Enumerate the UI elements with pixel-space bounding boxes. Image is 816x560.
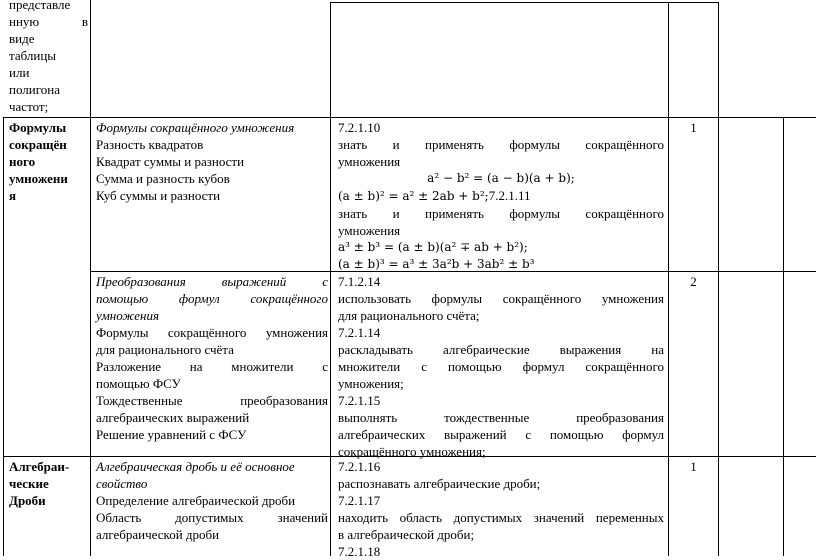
content-title-line: Алгебраическая дробь и её основное (96, 459, 295, 474)
objective-text: алгебраических выражений с помощью формул (338, 427, 664, 442)
topic-line: умножени (9, 171, 68, 186)
row1-content-cell (96, 119, 328, 204)
content-item: Куб суммы и разности (96, 188, 221, 203)
objective-text: находить область допустимых значений переменных (338, 510, 664, 525)
row3-hours-cell (669, 458, 718, 475)
row1-objectives-cell (338, 119, 664, 273)
topic-line: полигона (9, 82, 60, 97)
topic-line: представле (9, 0, 71, 12)
objective-code: 7.2.1.15 (338, 393, 381, 408)
topic-line: ческие (9, 476, 49, 491)
content-item: Разложение на множители с (96, 359, 328, 374)
content-item: Сумма и разность кубов (96, 171, 230, 186)
objective-text: раскладывать алгебраические выражения на (338, 342, 664, 357)
hours-value: 2 (690, 274, 697, 289)
row3-content-cell (96, 458, 328, 543)
objective-text: сокращённого умножения; (338, 444, 486, 459)
objective-text: выполнять тождественные преобразования (338, 410, 664, 425)
objective-code: 7.2.1.11 (488, 188, 531, 203)
objective-text: знать и применять формулы сокращённого (338, 137, 664, 152)
content-item: для рационального счёта (96, 342, 234, 357)
content-title-line: Преобразования выражений с (96, 274, 328, 289)
objective-text: умножения (338, 223, 401, 238)
content-item: помощью ФСУ (96, 376, 181, 391)
row2-content-cell (96, 273, 328, 443)
content-item: Формулы сокращённого умножения (96, 325, 328, 340)
objective-text: умножения (338, 154, 401, 169)
hours-value: 1 (690, 120, 697, 135)
content-item: Решение уравнений с ФСУ (96, 427, 247, 442)
objective-text: в алгебраической дроби; (338, 527, 475, 542)
objective-code: 7.2.1.16 (338, 459, 381, 474)
row0-topic-cell (9, 0, 88, 115)
formula-difference-of-squares: a² − b² = (a − b)(a + b); (427, 171, 575, 185)
row1-topic-cell (9, 119, 88, 204)
topic-line: я (9, 188, 17, 203)
formula-square-line (338, 187, 664, 205)
content-item: Определение алгебраической дроби (96, 493, 296, 508)
row2-hours-cell (669, 273, 718, 290)
topic-line: Алгебраи- (9, 459, 70, 474)
row1-hours-cell (669, 119, 718, 136)
content-item: алгебраических выражений (96, 410, 250, 425)
topic-line: ного (9, 154, 36, 169)
content-title-line: умножения (96, 308, 160, 323)
formula-sum-of-cubes: a³ ± b³ = (a ± b)(a² ∓ ab + b²); (338, 240, 528, 254)
objective-code: 7.2.1.14 (338, 325, 381, 340)
content-item: Разность квадратов (96, 137, 204, 152)
formula-cube-of-sum: (a ± b)³ = a³ ± 3a²b + 3ab² ± b³ (338, 257, 535, 271)
topic-line: Формулы (9, 120, 67, 135)
hours-value: 1 (690, 459, 697, 474)
content-item: Область допустимых значений (96, 510, 328, 525)
topic-line: таблицы (9, 48, 57, 63)
topic-line: Дроби (9, 493, 46, 508)
objective-code: 7.2.1.17 (338, 493, 381, 508)
content-item: Квадрат суммы и разности (96, 154, 245, 169)
topic-line: или (9, 65, 30, 80)
col-content-right-border (330, 2, 331, 556)
col-extra-right-border (783, 117, 784, 556)
objective-text: распознавать алгебраические дроби; (338, 476, 541, 491)
content-title: Формулы сокращённого умножения (96, 120, 295, 135)
objective-text: использовать формулы сокращённого умножения (338, 291, 664, 306)
row1-top-border (3, 117, 816, 118)
topic-line: частот; (9, 99, 49, 114)
content-item: Тождественные преобразования (96, 393, 328, 408)
topic-line: нную в (9, 14, 88, 29)
col-topic-left-border (3, 117, 4, 556)
row2-objectives-cell (338, 273, 664, 460)
topic-line: сокращён (9, 137, 67, 152)
col-hours-right-border (718, 2, 719, 556)
objective-code: 7.2.1.10 (338, 120, 381, 135)
objective-text: умножения; (338, 376, 404, 391)
row0-top-border (330, 2, 718, 3)
objective-text: для рационального счёта; (338, 308, 480, 323)
objective-code: 7.1.2.14 (338, 274, 381, 289)
formula-square-of-sum: (a ± b)² = a² ± 2ab + b²; (338, 189, 489, 203)
row3-objectives-cell (338, 458, 664, 560)
objective-text: знать и применять формулы сокращённого (338, 206, 664, 221)
objective-text: множители с помощью формул сокращённого (338, 359, 664, 374)
topic-line: виде (9, 31, 35, 46)
row3-topic-cell (9, 458, 88, 509)
col-topic-right-border (90, 0, 91, 556)
content-title-line: помощью формул сокращённого (96, 291, 328, 306)
content-item: алгебраической дроби (96, 527, 220, 542)
content-title-line: свойство (96, 476, 148, 491)
objective-code: 7.2.1.18 (338, 544, 381, 559)
